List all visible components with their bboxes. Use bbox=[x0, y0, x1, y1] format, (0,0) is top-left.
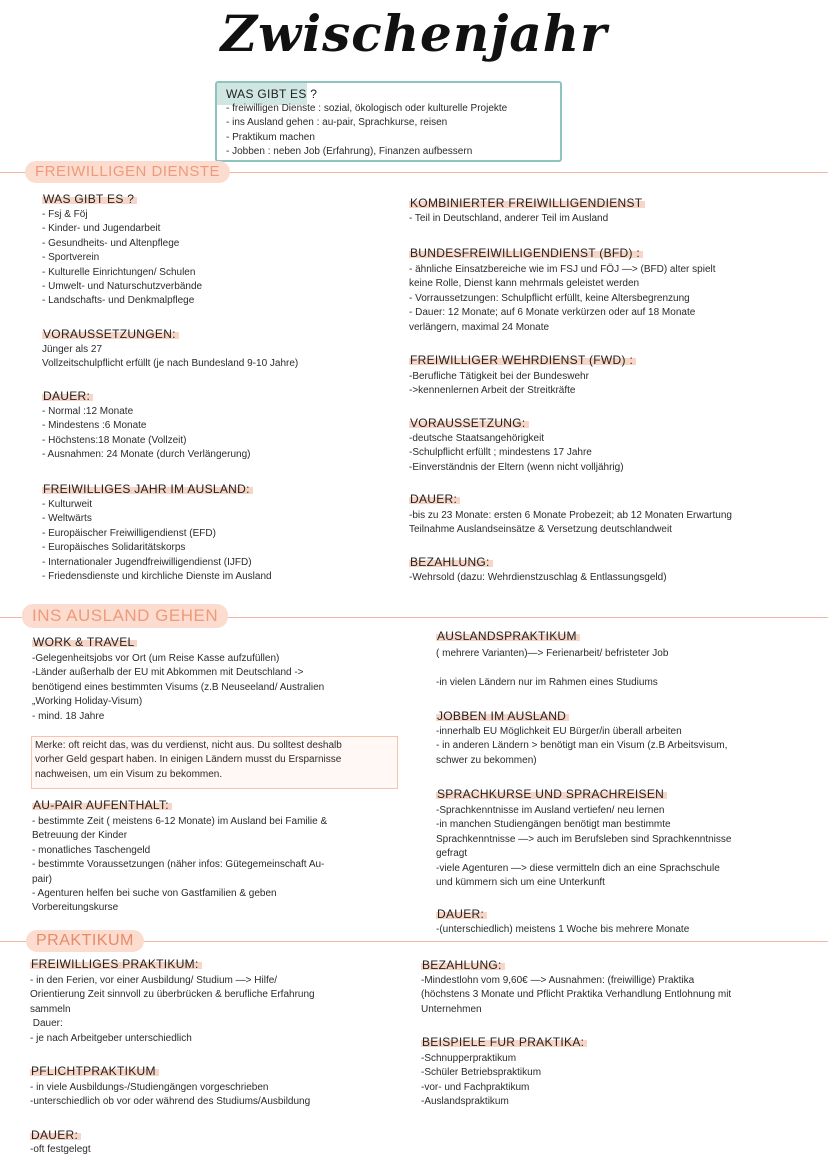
list-item: -bis zu 23 Monate: ersten 6 Monate Probezeit; ab 12 Monaten Erwartung bbox=[409, 510, 732, 521]
heading-was-gibt-es: WAS GIBT ES ? bbox=[42, 191, 137, 207]
heading-work-travel: WORK & TRAVEL bbox=[32, 634, 137, 650]
list-item: -(unterschiedlich) meistens 1 Woche bis mehrere Monate bbox=[436, 924, 690, 935]
list-item: - monatliches Taschengeld bbox=[32, 844, 151, 856]
heading-dauer-praktikum: DAUER: bbox=[30, 1127, 81, 1143]
list-item: -Wehrsold (dazu: Wehrdienstzuschlag & Entlassungsgeld) bbox=[409, 572, 667, 583]
list-item: schwer zu bekommen) bbox=[436, 754, 537, 766]
heading-dauer-ausland: DAUER: bbox=[436, 906, 487, 922]
list-item: Unternehmen bbox=[421, 1003, 482, 1015]
list-item: - Höchstens:18 Monate (Vollzeit) bbox=[42, 434, 187, 446]
list-item: -Schulpflicht erfüllt ; mindestens 17 Jahre bbox=[409, 447, 592, 459]
list-item: -Gelegenheitsjobs vor Ort (um Reise Kasse aufzufüllen) bbox=[32, 653, 280, 664]
jobben-list bbox=[436, 725, 727, 768]
list-item: Vorbereitungskurse bbox=[32, 902, 119, 914]
list-item: -in vielen Ländern nur im Rahmen eines Studiums bbox=[436, 676, 658, 688]
list-item: - bestimmte Zeit ( meistens 6-12 Monate) im Ausland bei Familie & bbox=[32, 816, 328, 827]
list-item: verlängern, maximal 24 Monate bbox=[409, 321, 550, 333]
list-item: - Ausnahmen: 24 Monate (durch Verlängerung) bbox=[42, 449, 251, 461]
list-item: -Länder außerhalb der EU mit Abkommen mit Deutschland -> bbox=[32, 667, 304, 679]
heading-bezahlung-fwd: BEZAHLUNG: bbox=[409, 554, 493, 570]
list-item: - Jobben : neben Job (Erfahrung), Finanzen aufbessern bbox=[226, 146, 473, 158]
list-item: - Vorraussetzungen: Schulpflicht erfüllt, keine Altersbegrenzung bbox=[409, 292, 690, 304]
au-pair-list bbox=[32, 815, 327, 916]
list-item: - ins Ausland gehen : au-pair, Sprachkurse, reisen bbox=[226, 117, 448, 129]
heading-pflichtpraktikum: PFLICHTPRAKTIKUM bbox=[30, 1063, 159, 1079]
bezahlung-praktikum-list bbox=[421, 974, 731, 1017]
list-item: Orientierung Zeit sinnvoll zu überbrücken & berufliche Erfahrung bbox=[30, 989, 315, 1001]
section-title-freiwilligen: FREIWILLIGEN DIENSTE bbox=[25, 161, 230, 183]
list-item: - Gesundheits- und Altenpflege bbox=[42, 237, 180, 249]
list-item: -Schüler Betriebspraktikum bbox=[421, 1067, 542, 1079]
freiwilliges-praktikum-list bbox=[30, 974, 315, 1046]
list-item: -Berufliche Tätigkeit bei der Bundeswehr bbox=[409, 371, 589, 382]
note-line: nachweisen, um ein Visum zu bekommen. bbox=[35, 768, 223, 780]
section-title-ausland: INS AUSLAND GEHEN bbox=[22, 604, 228, 628]
was-gibt-es-list bbox=[42, 208, 202, 309]
page-title: Zwischenjahr bbox=[220, 4, 608, 63]
list-item: pair) bbox=[32, 873, 53, 885]
list-item: - je nach Arbeitgeber unterschiedlich bbox=[30, 1032, 192, 1044]
heading-dauer: DAUER: bbox=[42, 388, 93, 404]
list-item: -Einverständnis der Eltern (wenn nicht volljährig) bbox=[409, 461, 624, 473]
list-item: - Weltwärts bbox=[42, 513, 92, 525]
heading-kombinierter-freiwilligendienst: KOMBINIERTER FREIWILLIGENDIENST bbox=[409, 195, 645, 211]
work-travel-list bbox=[32, 652, 324, 724]
list-item: Dauer: bbox=[30, 1018, 63, 1030]
list-item: - Praktikum machen bbox=[226, 131, 315, 143]
list-item: -deutsche Staatsangehörigkeit bbox=[409, 433, 545, 444]
heading-beispiele-praktika: BEISPIELE FUR PRAKTIKA: bbox=[421, 1034, 587, 1050]
list-item: - in viele Ausbildungs-/Studiengängen vorgeschrieben bbox=[30, 1082, 269, 1093]
list-item: -viele Agenturen —> diese vermitteln dich an eine Sprachschule bbox=[436, 862, 720, 874]
list-item: (höchstens 3 Monate und Pflicht Praktika Verhandlung Entlohnung mit bbox=[421, 989, 732, 1001]
list-item: - in den Ferien, vor einer Ausbildung/ Studium —> Hilfe/ bbox=[30, 975, 278, 986]
bezahlung-fwd-list bbox=[409, 571, 667, 585]
heading-sprachkurse: SPRACHKURSE UND SPRACHREISEN bbox=[436, 786, 667, 802]
heading-voraussetzungen: VORAUSSETZUNGEN: bbox=[42, 326, 179, 342]
note-line: Merke: oft reicht das, was du verdienst, nicht aus. Du solltest deshalb bbox=[35, 740, 342, 751]
heading-dauer-fwd: DAUER: bbox=[409, 491, 460, 507]
bfd-list bbox=[409, 263, 716, 335]
list-item: -unterschiedlich ob vor oder während des Studiums/Ausbildung bbox=[30, 1096, 311, 1108]
list-item: - Europäischer Freiwilligendienst (EFD) bbox=[42, 527, 216, 539]
list-item: - Normal :12 Monate bbox=[42, 406, 134, 417]
list-item: ( mehrere Varianten)—> Ferienarbeit/ befristeter Job bbox=[436, 648, 669, 659]
heading-auslandspraktikum: AUSLANDSPRAKTIKUM bbox=[436, 628, 580, 644]
list-item: -oft festgelegt bbox=[30, 1144, 91, 1155]
list-item: benötigend eines bestimmten Visums (z.B Neuseeland/ Australien bbox=[32, 681, 325, 693]
list-item: - Teil in Deutschland, anderer Teil im Ausland bbox=[409, 213, 609, 224]
pflichtpraktikum-list bbox=[30, 1081, 310, 1110]
list-item: - ähnliche Einsatzbereiche wie im FSJ und FÖJ —> (BFD) alter spielt bbox=[409, 264, 716, 275]
list-item: -Sprachkenntnisse im Ausland vertiefen/ neu lernen bbox=[436, 805, 665, 816]
list-item: - in anderen Ländern > benötigt man ein Visum (z.B Arbeitsvisum, bbox=[436, 740, 728, 752]
dauer-ausland-list bbox=[436, 923, 689, 937]
heading-fwd: FREIWILLIGER WEHRDIENST (FWD) : bbox=[409, 352, 636, 368]
heading-freiwilliges-jahr-ausland: FREIWILLIGES JAHR IM AUSLAND: bbox=[42, 481, 253, 497]
list-item: - Agenturen helfen bei suche von Gastfamilien & geben bbox=[32, 888, 277, 900]
list-item: - Sportverein bbox=[42, 252, 100, 264]
heading-freiwilliges-praktikum: FREIWILLIGES PRAKTIKUM: bbox=[30, 956, 202, 972]
merke-note-text bbox=[35, 739, 342, 782]
list-item: - bestimmte Voraussetzungen (näher infos: Gütegemeinschaft Au- bbox=[32, 859, 325, 871]
note-line: vorher Geld gespart haben. In einigen Ländern musst du Ersparnisse bbox=[35, 754, 342, 766]
list-item: - Internationaler Jugendfreiwilligendienst (IJFD) bbox=[42, 556, 252, 568]
list-item: - Dauer: 12 Monate; auf 6 Monate verkürzen oder auf 18 Monate bbox=[409, 307, 696, 319]
list-item: -Auslandspraktikum bbox=[421, 1096, 509, 1108]
list-item: Vollzeitschulpflicht erfüllt (je nach Bundesland 9-10 Jahre) bbox=[42, 358, 299, 370]
voraussetzung-list bbox=[409, 432, 624, 475]
heading-voraussetzung: VORAUSSETZUNG: bbox=[409, 415, 529, 431]
list-item: - Mindestens :6 Monate bbox=[42, 420, 147, 432]
list-item: -in manchen Studiengängen benötigt man bestimmte bbox=[436, 819, 671, 831]
list-item: ->kennenlernen Arbeit der Streitkräfte bbox=[409, 385, 576, 397]
auslandspraktikum-list bbox=[436, 647, 668, 690]
freiwilliges-jahr-list bbox=[42, 498, 272, 584]
list-item: - mind. 18 Jahre bbox=[32, 710, 105, 722]
list-item: - Landschafts- und Denkmalpflege bbox=[42, 295, 195, 307]
kfd-list bbox=[409, 212, 608, 226]
voraussetzungen-list bbox=[42, 343, 298, 372]
heading-bezahlung-praktikum: BEZAHLUNG: bbox=[421, 957, 505, 973]
list-item: keine Rolle, Dienst kann mehrmals geleistet werden bbox=[409, 278, 640, 290]
list-item: -vor- und Fachpraktikum bbox=[421, 1081, 530, 1093]
dauer-list bbox=[42, 405, 250, 463]
section-title-praktikum: PRAKTIKUM bbox=[26, 930, 144, 952]
list-item: Teilnahme Auslandseinsätze & Versetzung deutschlandweit bbox=[409, 524, 672, 536]
dauer-praktikum-list bbox=[30, 1143, 91, 1157]
list-item: - Umwelt- und Naturschutzverbände bbox=[42, 281, 203, 293]
list-item: -Mindestlohn vom 9,60€ —> Ausnahmen: (freiwillige) Praktika bbox=[421, 975, 695, 986]
dauer-fwd-list bbox=[409, 509, 732, 538]
list-item: -innerhalb EU Möglichkeit EU Bürger/in überall arbeiten bbox=[436, 726, 682, 737]
list-item: Jünger als 27 bbox=[42, 344, 103, 355]
list-item: „Working Holiday-Visum) bbox=[32, 696, 143, 708]
heading-jobben-ausland: JOBBEN IM AUSLAND bbox=[436, 708, 569, 724]
list-item bbox=[436, 661, 668, 675]
list-item: - Friedensdienste und kirchliche Dienste im Ausland bbox=[42, 571, 272, 583]
list-item: - Europäisches Solidaritätskorps bbox=[42, 542, 186, 554]
sprachkurse-list bbox=[436, 804, 731, 890]
list-item: - Kinder- und Jugendarbeit bbox=[42, 223, 161, 235]
fwd-list bbox=[409, 370, 589, 399]
overview-list bbox=[226, 102, 507, 160]
beispiele-list bbox=[421, 1052, 541, 1110]
list-item: Betreuung der Kinder bbox=[32, 830, 128, 842]
list-item: -Schnupperpraktikum bbox=[421, 1053, 517, 1064]
heading-bfd: BUNDESFREIWILLIGENDIENST (BFD) : bbox=[409, 245, 643, 261]
list-item: gefragt bbox=[436, 848, 468, 860]
heading-au-pair: AU-PAIR AUFENTHALT: bbox=[32, 797, 172, 813]
list-item: - freiwilligen Dienste : sozial, ökologisch oder kulturelle Projekte bbox=[226, 103, 508, 114]
overview-heading: WAS GIBT ES ? bbox=[226, 87, 318, 101]
list-item: sammeln bbox=[30, 1003, 71, 1015]
overview-box bbox=[215, 81, 562, 162]
list-item: und kümmern sich um eine Unterkunft bbox=[436, 877, 605, 889]
list-item: - Kulturweit bbox=[42, 499, 93, 510]
list-item: Sprachkenntnisse —> auch im Berufsleben sind Sprachkenntnisse bbox=[436, 833, 732, 845]
list-item: - Kulturelle Einrichtungen/ Schulen bbox=[42, 266, 196, 278]
list-item: - Fsj & Föj bbox=[42, 209, 88, 220]
